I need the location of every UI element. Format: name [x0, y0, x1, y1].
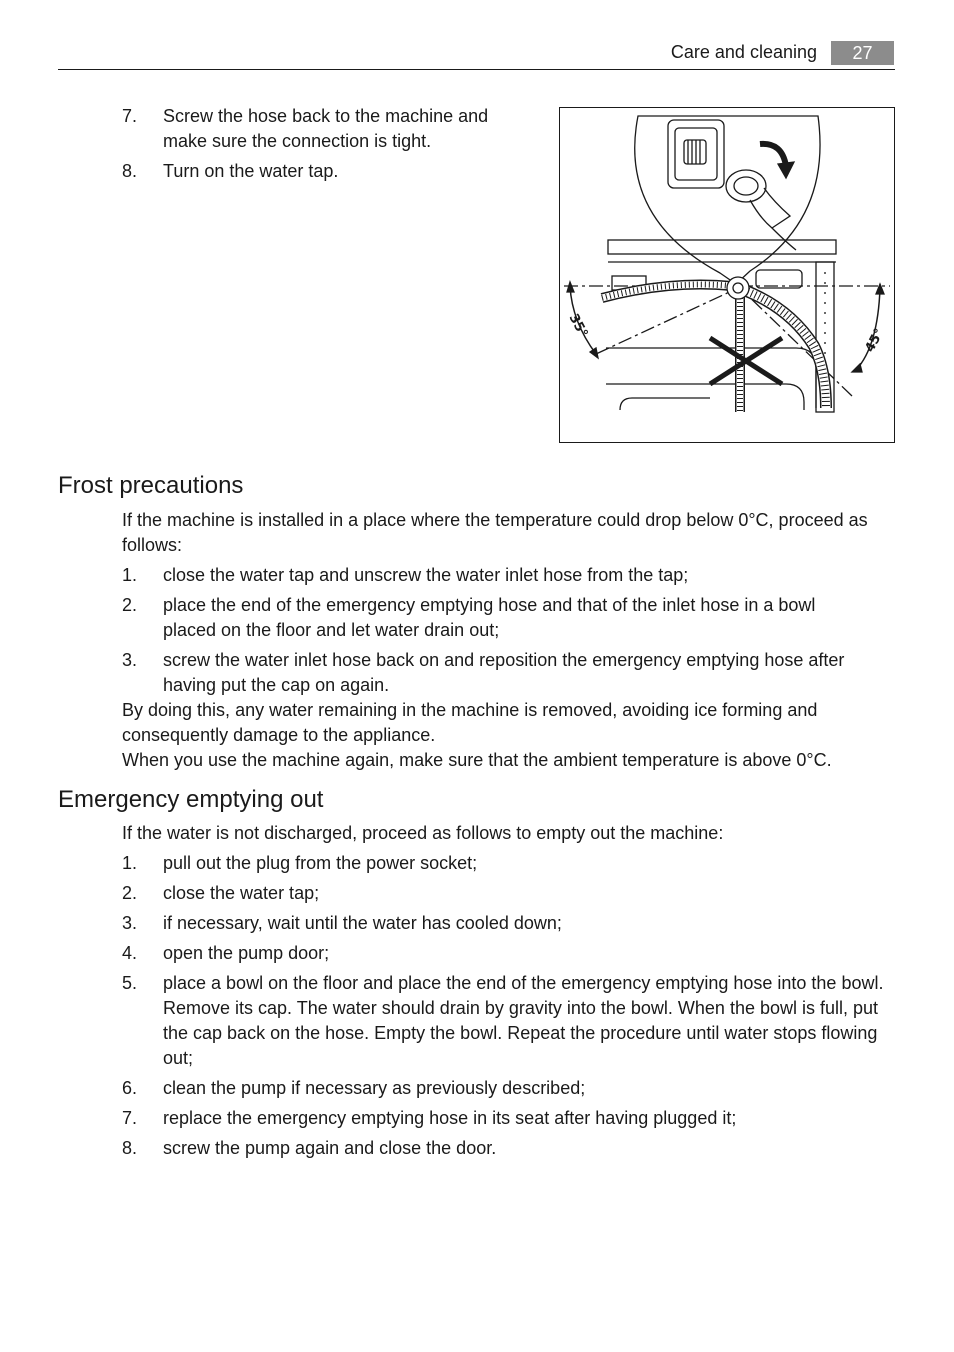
list-item: [122, 104, 517, 154]
step-number: 7.: [122, 1108, 138, 1128]
step-number: 5.: [122, 973, 138, 993]
step-text: replace the emergency emptying hose in its seat after having plugged it;: [163, 1108, 737, 1128]
angle-label-left: 35°: [565, 311, 591, 341]
list-item: [122, 851, 892, 876]
section-title: Care and cleaning: [670, 42, 817, 62]
step-text: place a bowl on the floor and place the end of the emergency emptying hose into the bowl. Remove its cap. The water should drain by gravity into the bowl. When the bowl is full, put the cap back on the hose. Empty the bowl. Repeat the procedure until water stops flowing out;: [163, 973, 884, 1068]
frost-intro: If the machine is installed in a place where the temperature could drop below 0°C, proceed as follows:: [122, 510, 868, 555]
page-number-badge: 27: [831, 41, 894, 65]
angle-label-right: 45°: [862, 326, 888, 355]
step-text: clean the pump if necessary as previously described;: [163, 1078, 586, 1098]
step-text: place the end of the emergency emptying hose and that of the inlet hose in a bowl placed on the floor and let water drain out;: [163, 595, 816, 640]
step-text: screw the pump again and close the door.: [163, 1138, 497, 1158]
step-text: Screw the hose back to the machine and make sure the connection is tight.: [163, 106, 489, 151]
list-item: [122, 648, 892, 698]
step-text: close the water tap and unscrew the water inlet hose from the tap;: [163, 565, 689, 585]
step-number: 3.: [122, 650, 138, 670]
step-number: 4.: [122, 943, 138, 963]
list-item: [122, 1136, 892, 1161]
emergency-intro: If the water is not discharged, proceed as follows to empty out the machine:: [122, 823, 724, 843]
list-item: [122, 941, 892, 966]
step-number: 2.: [122, 883, 138, 903]
list-item: [122, 159, 517, 184]
frost-outro-2: When you use the machine again, make sure that the ambient temperature is above 0°C.: [122, 750, 832, 770]
list-item: [122, 1076, 892, 1101]
frost-outro: By doing this, any water remaining in the machine is removed, avoiding ice forming and consequently damage to the appliance.: [122, 700, 818, 745]
step-number: 8.: [122, 161, 138, 181]
list-item: [122, 563, 892, 588]
list-item: [122, 593, 872, 643]
frost-heading: Frost precautions: [58, 472, 244, 499]
header-divider: [58, 69, 895, 70]
step-text: screw the water inlet hose back on and reposition the emergency emptying hose after having put the cap on again.: [163, 650, 845, 695]
step-text: open the pump door;: [163, 943, 330, 963]
step-text: Turn on the water tap.: [163, 161, 339, 181]
list-item: [122, 1106, 892, 1131]
step-text: pull out the plug from the power socket;: [163, 853, 478, 873]
step-number: 8.: [122, 1138, 138, 1158]
hose-connection-illustration: [559, 107, 895, 443]
list-item: [122, 911, 892, 936]
step-number: 1.: [122, 853, 138, 873]
step-number: 6.: [122, 1078, 138, 1098]
emergency-heading: Emergency emptying out: [58, 786, 324, 813]
step-number: 2.: [122, 595, 138, 615]
step-text: close the water tap;: [163, 883, 320, 903]
list-item: [122, 881, 892, 906]
step-text: if necessary, wait until the water has cooled down;: [163, 913, 562, 933]
list-item: [122, 971, 894, 1071]
step-number: 3.: [122, 913, 138, 933]
step-number: 1.: [122, 565, 138, 585]
step-number: 7.: [122, 106, 138, 126]
